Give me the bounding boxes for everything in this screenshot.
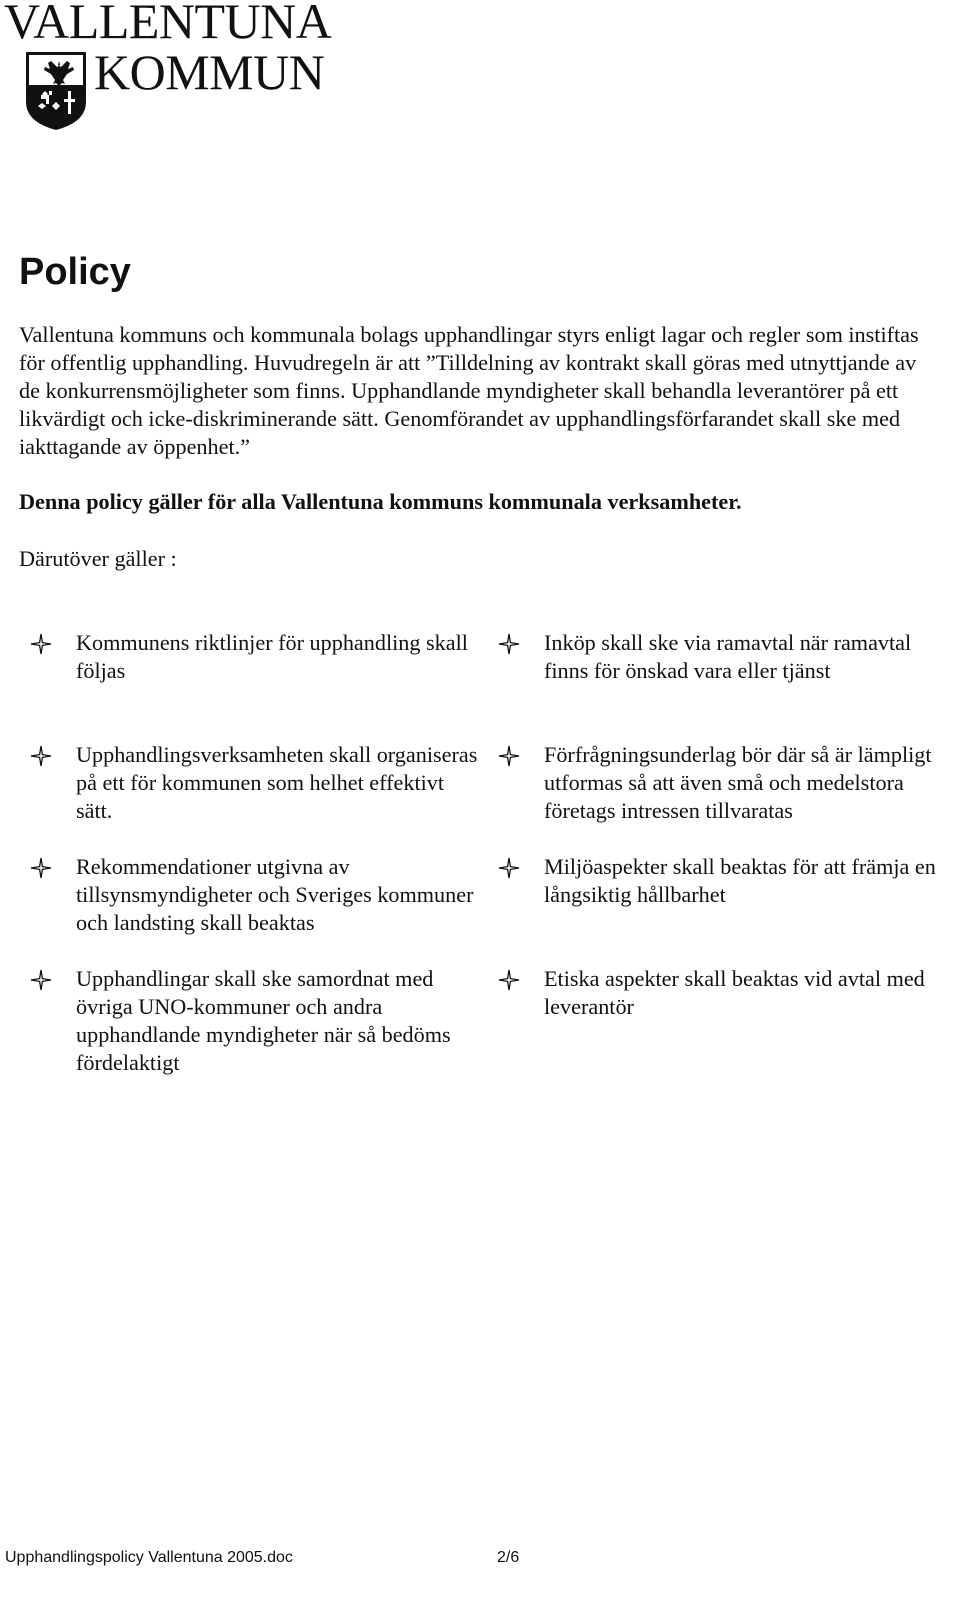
bullet-text: Rekommendationer utgivna av tillsynsmyndigheter och Sveriges kommuner och landsting skall beaktas xyxy=(76,854,474,935)
left-bullet-list xyxy=(30,629,480,1077)
footer-page-number: 2/6 xyxy=(497,1549,520,1566)
bullet-text: Etiska aspekter skall beaktas vid avtal med leverantör xyxy=(544,966,925,1019)
list-item xyxy=(498,741,938,853)
logo-wordmark-vallentuna: VALLENTUNA xyxy=(4,0,332,49)
bullet-text: Inköp skall ske via ramavtal när ramavtal finns för önskad vara eller tjänst xyxy=(544,630,912,683)
four-point-star-icon xyxy=(498,745,520,767)
footer-document-name: Upphandlingspolicy Vallentuna 2005.doc xyxy=(5,1549,293,1566)
list-item xyxy=(498,853,938,965)
right-bullet-list xyxy=(498,629,938,1021)
page-title: Policy xyxy=(19,251,131,293)
logo-wordmark-kommun: KOMMUN xyxy=(94,44,325,100)
bullet-text: Förfrågningsunderlag bör där så är lämpligt utformas så att även små och medelstora företags intressen tillvaratas xyxy=(544,742,932,823)
page-footer xyxy=(5,1548,525,1568)
four-point-star-icon xyxy=(498,633,520,655)
list-item xyxy=(30,965,480,1077)
bullet-text: Upphandlingsverksamheten skall organiseras på ett för kommunen som helhet effektivt sätt. xyxy=(76,742,478,823)
list-item xyxy=(30,629,480,741)
bullet-text: Miljöaspekter skall beaktas för att främja en långsiktig hållbarhet xyxy=(544,854,936,907)
four-point-star-icon xyxy=(498,857,520,879)
bullet-text: Upphandlingar skall ske samordnat med övriga UNO-kommuner och andra upphandlande myndigheter när så bedöms fördelaktigt xyxy=(76,966,451,1075)
list-item xyxy=(498,629,938,741)
four-point-star-icon xyxy=(30,969,52,991)
scope-statement: Denna policy gäller för alla Vallentuna kommuns kommunala verksamheter. xyxy=(19,489,742,514)
four-point-star-icon xyxy=(30,745,52,767)
vallentuna-logo xyxy=(4,0,364,135)
four-point-star-icon xyxy=(498,969,520,991)
list-item xyxy=(30,853,480,965)
bullet-text: Kommunens riktlinjer för upphandling skall följas xyxy=(76,630,468,683)
municipal-crest-icon xyxy=(24,50,88,132)
four-point-star-icon xyxy=(30,633,52,655)
intro-paragraph: Vallentuna kommuns och kommunala bolags upphandlingar styrs enligt lagar och regler som instiftas för offentlig upphandling. Huvudregeln är att ”Tilldelning av kontrakt skall göras med utnyttjande av de konkurrensmöjligheter som finns. Upphandlande myndigheter skall behandla leverantörer på ett likvärdigt och icke-diskriminerande sätt. Genomförandet av upphandlingsförfarandet skall ske med iakttagande av öppenhet.” xyxy=(19,322,919,459)
list-item xyxy=(498,965,938,1021)
list-item xyxy=(30,741,480,853)
additional-rules-label: Därutöver gäller : xyxy=(19,546,177,571)
four-point-star-icon xyxy=(30,857,52,879)
